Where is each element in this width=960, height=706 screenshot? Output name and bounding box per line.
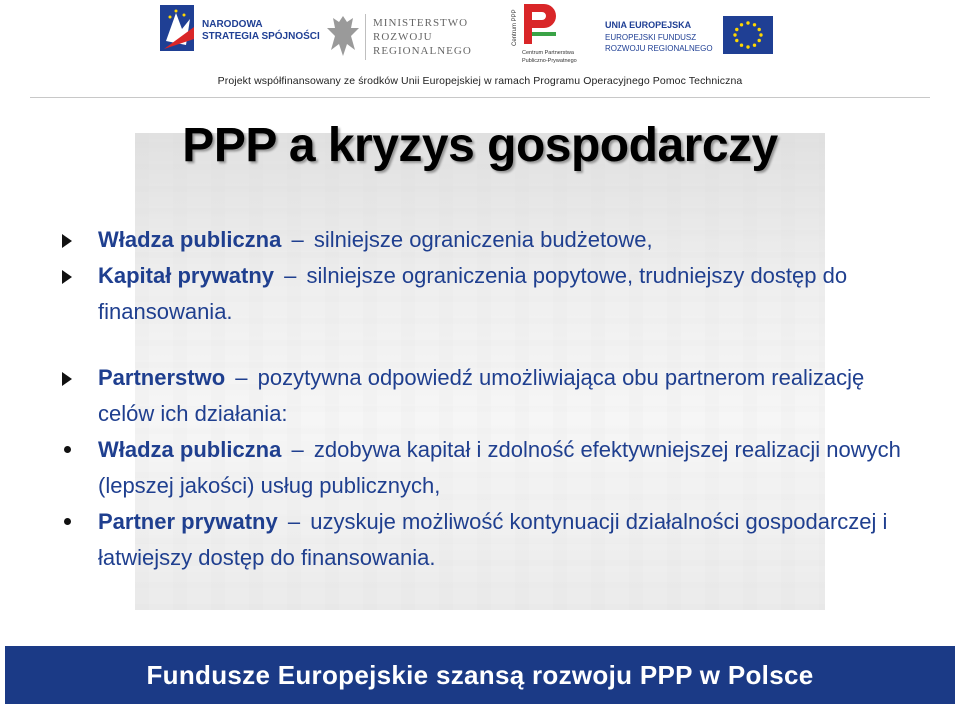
- list-item: [60, 432, 920, 504]
- ue-line-1: UNIA EUROPEJSKA: [605, 20, 692, 30]
- item-lead: Kapitał prywatny: [98, 263, 275, 288]
- list-item: [60, 258, 920, 330]
- ue-line-3: ROZWOJU REGIONALNEGO: [605, 44, 713, 53]
- item-dash: –: [291, 437, 304, 462]
- arrow-bullet-icon: [62, 270, 72, 284]
- item-text: uzyskuje możliwość kontynuacji działalności gospodarczej i łatwiejszy dostęp do finansowania.: [98, 509, 888, 570]
- list-item: [60, 504, 920, 576]
- list-item: [60, 222, 920, 258]
- slide-header: [0, 0, 960, 100]
- funding-note: Projekt współfinansowany ze środków Unii Europejskiej w ramach Programu Operacyjnego Pomoc Techniczna: [217, 75, 743, 87]
- mrr-line-2: ROZWOJU: [373, 31, 433, 43]
- slide-content: [60, 222, 920, 576]
- ue-line-2: EUROPEJSKI FUNDUSZ: [605, 33, 697, 42]
- item-text: zdobywa kapitał i zdolność efektywniejszej realizacji nowych (lepszej jakości) usług publicznych,: [98, 437, 901, 498]
- item-text: silniejsze ograniczenia popytowe, trudniejszy dostęp do finansowania.: [98, 263, 848, 324]
- mrr-line-3: REGIONALNEGO: [373, 45, 472, 57]
- unia-europejska-logo: [605, 12, 775, 62]
- item-lead: Partner prywatny: [98, 509, 278, 534]
- centrum-ppp-logo: [508, 0, 577, 70]
- arrow-bullet-icon: [62, 234, 72, 248]
- nss-line-2: STRATEGIA SPÓJNOŚCI: [202, 31, 320, 42]
- item-lead: Władza publiczna: [98, 437, 282, 462]
- item-text: silniejsze ograniczenia budżetowe,: [313, 227, 653, 252]
- ppp-line-2: Centrum Partnerstwa: [522, 50, 574, 56]
- narodowa-strategia-spojnosci-logo: [160, 5, 320, 65]
- polish-eagle-icon: [327, 16, 359, 56]
- item-dash: –: [287, 509, 301, 534]
- item-dash: –: [284, 263, 297, 288]
- dot-bullet-icon: [64, 518, 71, 525]
- footer-banner: [5, 646, 955, 704]
- arrow-bullet-icon: [62, 372, 72, 386]
- dot-bullet-icon: [64, 446, 71, 453]
- item-dash: –: [235, 365, 248, 390]
- spacer: [60, 330, 920, 360]
- header-divider: [30, 97, 930, 98]
- ppp-vertical-label: Centrum PPP: [512, 9, 518, 46]
- eu-flag-icon: [723, 16, 773, 54]
- list-item: [60, 360, 920, 432]
- item-lead: Partnerstwo: [98, 365, 226, 390]
- slide-title: PPP a kryzys gospodarczy: [182, 119, 778, 172]
- footer-text: Fundusze Europejskie szansą rozwoju PPP w Polsce: [146, 659, 814, 690]
- item-text: pozytywna odpowiedź umożliwiająca obu partnerom realizację celów ich działania:: [98, 365, 865, 426]
- item-lead: Władza publiczna: [98, 227, 282, 252]
- ministerstwo-rozwoju-regionalnego-logo: [325, 10, 475, 65]
- ppp-line-3: Publiczno-Prywatnego: [522, 58, 577, 64]
- mrr-line-1: MINISTERSTWO: [373, 17, 469, 29]
- item-dash: –: [291, 227, 304, 252]
- nss-line-1: NARODOWA: [202, 19, 263, 30]
